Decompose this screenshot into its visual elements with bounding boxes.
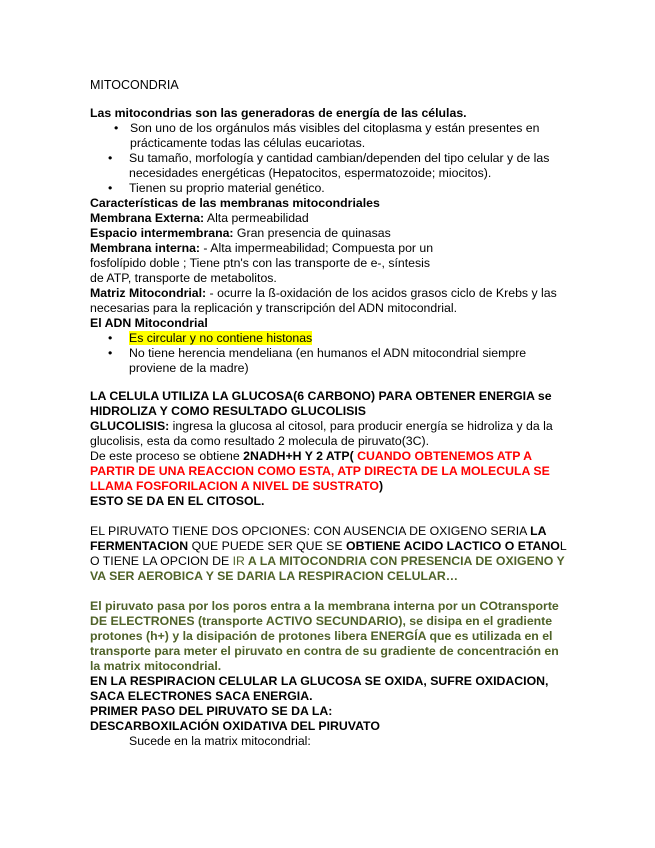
glucosa-heading: LA CELULA UTILIZA LA GLUCOSA(6 CARBONO) PARA OBTENER ENERGIA se HIDROLIZA Y COMO RESULTADO GLUCOLISIS [90, 389, 552, 418]
intro-bullet-1: • Son uno de los orgánulos más visibles del citoplasma y están presentes en prácticamente todas las células eucariotas. [114, 121, 540, 150]
glucolisis-paragraph: GLUCOLISIS: ingresa la glucosa al citosol, para producir energía se hidroliza y da la glucolisis, esta da como resultado 2 molecula de piruvato(3C). [90, 419, 553, 448]
intro-heading: Las mitocondrias son las generadoras de energía de las células. [90, 106, 467, 120]
membrane-row-4: Matriz Mitocondrial: - ocurre la ß-oxidación de los acidos grasos ciclo de Krebs y las necesarias para la replicación y transcripción del ADN mitocondrial. [90, 286, 557, 315]
intro-bullet-list [90, 151, 570, 196]
membranes-heading: Características de las membranas mitocondriales [90, 196, 380, 210]
intro-bullet-3: • Tienen su proprio material genético. [90, 181, 570, 196]
piruvato-transport-paragraph: El piruvato pasa por los poros entra a la membrana interna por un COtransporte DE ELECTRONES (transporte ACTIVO SECUNDARIO), se disipa en el gradiente protones (h+) y la disipación de protones libera ENERGÍA que es utilizada en el transporte para meter el piruvato en contra de su gradiente de concentración en la matrix mitocondrial. [90, 599, 559, 673]
adn-bullet-1: • Es circular y no contiene histonas [90, 331, 570, 346]
descarboxilacion-line: DESCARBOXILACIÓN OXIDATIVA DEL PIRUVATO [90, 719, 380, 733]
adn-bullet-list [90, 331, 570, 376]
piruvato-options-paragraph: EL PIRUVATO TIENE DOS OPCIONES: CON AUSENCIA DE OXIGENO SERIA LA FERMENTACION QUE PUEDE SER QUE SE OBTIENE ACIDO LACTICO O ETANOL O TIENE LA OPCION DE IR A LA MITOCONDRIA CON PRESENCIA DE OXIGENO Y VA SER AEROBICA Y SE DARIA LA RESPIRACION CELULAR… [90, 524, 567, 583]
citosol-line: ESTO SE DA EN EL CITOSOL. [90, 494, 265, 508]
atp-paragraph: De este proceso se obtiene 2NADH+H Y 2 ATP( CUANDO OBTENEMOS ATP A PARTIR DE UNA REACCION COMO ESTA, ATP DIRECTA DE LA MOLECULA SE LLAMA FOSFORILACION A NIVEL DE SUSTRATO) [90, 449, 550, 493]
intro-bullet-2: • Su tamaño, morfología y cantidad cambian/dependen del tipo celular y de las necesidades energéticas (Hepatocitos, espermatozoide; miocitos). [90, 151, 570, 181]
document-body [90, 78, 570, 749]
membrane-row-1: Membrana Externa: Alta permeabilidad [90, 211, 309, 225]
matrix-line: Sucede en la matrix mitocondrial: [129, 734, 311, 748]
adn-bullet-2: • No tiene herencia mendeliana (en humanos el ADN mitocondrial siempre proviene de la madre) [90, 346, 570, 376]
document-title: MITOCONDRIA [90, 78, 179, 92]
membrane-row-3: Membrana interna: - Alta impermeabilidad; Compuesta por un fosfolípido doble ; Tiene ptn's con las transporte de e-, síntesis de ATP, transporte de metabolitos. [90, 241, 434, 285]
respiracion-line: EN LA RESPIRACION CELULAR LA GLUCOSA SE OXIDA, SUFRE OXIDACION, SACA ELECTRONES SACA ENERGIA. [90, 674, 549, 703]
membrane-row-2: Espacio intermembrana: Gran presencia de quinasas [90, 226, 391, 240]
adn-heading: El ADN Mitocondrial [90, 316, 208, 330]
primer-paso-line: PRIMER PASO DEL PIRUVATO SE DA LA: [90, 704, 333, 718]
